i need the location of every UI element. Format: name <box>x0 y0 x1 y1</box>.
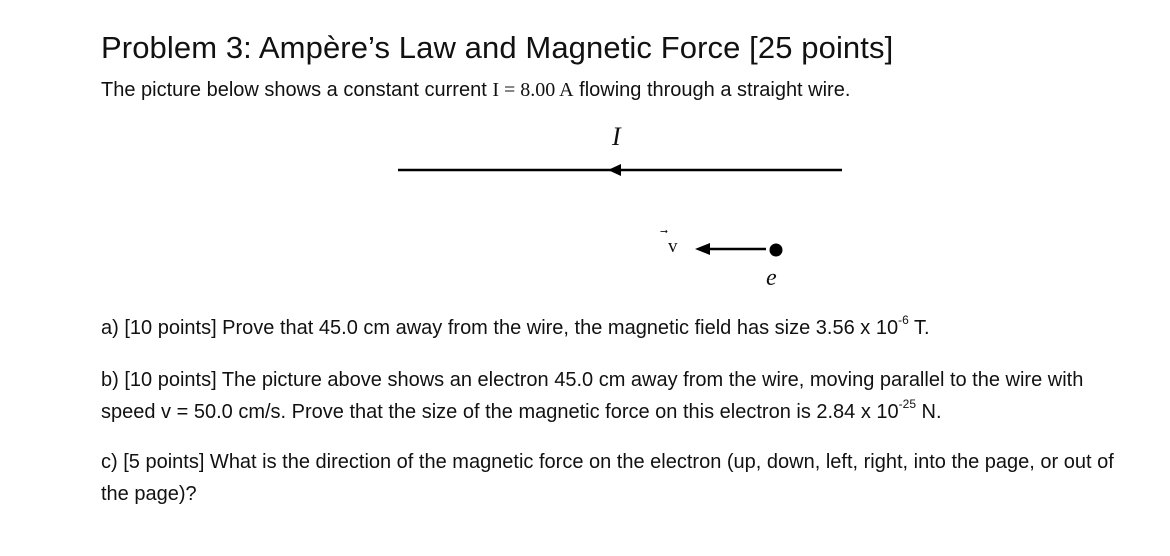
electron-label: e <box>766 265 777 291</box>
electron-dot <box>770 244 783 257</box>
problem-title: Problem 3: Ampère’s Law and Magnetic Force [25 points] <box>101 30 894 65</box>
current-equation: I = 8.00 A <box>492 79 574 101</box>
part-a-unit: T. <box>908 317 930 339</box>
velocity-label <box>668 236 678 258</box>
problem-intro <box>101 76 850 104</box>
part-c-question: c) [5 points] What is the direction of the magnetic force on the electron (up, down, left, right, into the page, or out of the page)? <box>101 451 1114 505</box>
intro-text-start: The picture below shows a constant current <box>101 79 493 101</box>
part-b-question <box>101 364 1141 428</box>
part-a-text: a) [10 points] Prove that 45.0 cm away from the wire, the magnetic field has size 3.56 x 10 <box>101 317 899 339</box>
part-a-exponent: -6 <box>898 313 909 328</box>
part-b-exponent: -25 <box>898 397 916 412</box>
part-b-text: b) [10 points] The picture above shows an electron 45.0 cm away from the wire, moving parallel to the wire with speed v = 50.0 cm/s. Prove that the size of the magnetic force on this electron is 2.84 x 10 <box>101 369 1084 423</box>
part-a-question <box>101 312 1141 344</box>
current-label: I <box>612 122 621 151</box>
part-b-unit: N. <box>916 401 942 423</box>
current-direction-arrowhead <box>608 164 621 176</box>
intro-text-end: flowing through a straight wire. <box>573 79 851 101</box>
velocity-arrowhead <box>695 243 710 255</box>
velocity-symbol: v <box>668 236 678 257</box>
